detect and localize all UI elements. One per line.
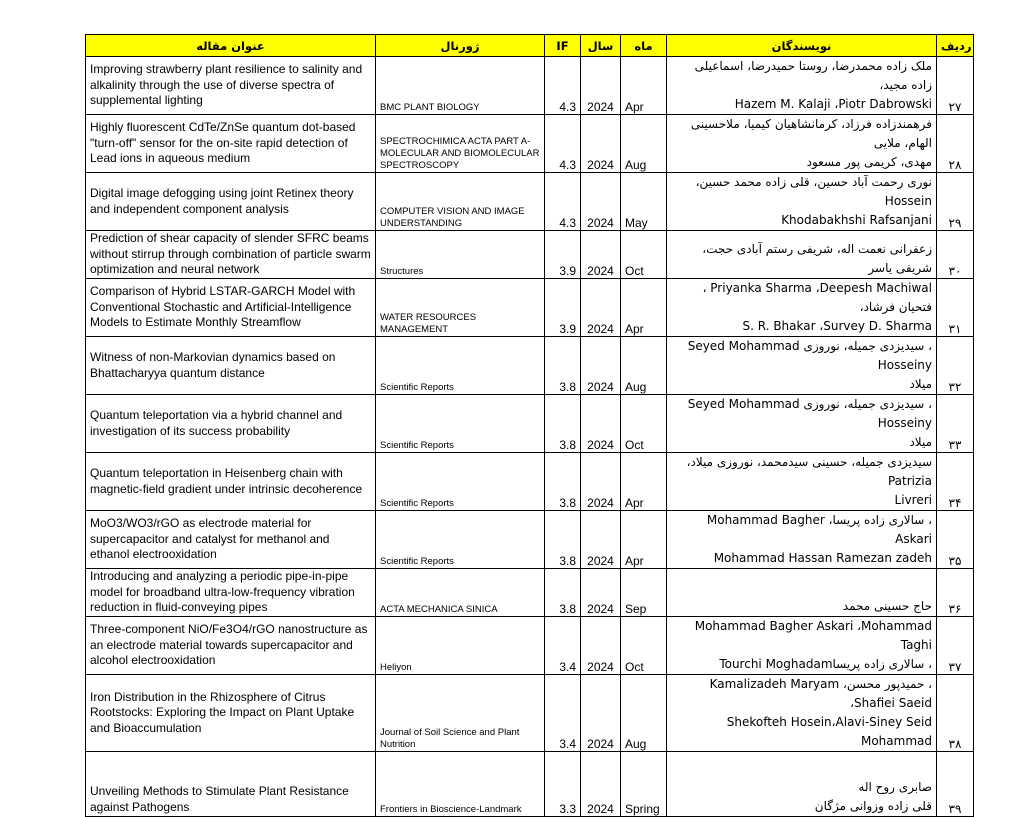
cell-title: Comparison of Hybrid LSTAR-GARCH Model with Conventional Stochastic and Artificial-Intelligence Models to Estimate Monthly Streamflow: [86, 279, 376, 337]
table-row: [86, 511, 974, 569]
cell-journal: Journal of Soil Science and Plant Nutrition: [376, 675, 545, 752]
cell-authors: [667, 675, 937, 752]
author-line: Hazem M. Kalaji ،Piotr Dabrowski: [734, 97, 932, 111]
cell-row-number: ۳۲: [937, 337, 974, 395]
cell-if: 3.4: [545, 675, 581, 752]
cell-authors: [667, 57, 937, 115]
cell-if: 4.3: [545, 57, 581, 115]
cell-year: 2024: [581, 279, 621, 337]
publications-table: [85, 34, 974, 817]
cell-month: Spring: [621, 752, 667, 817]
cell-journal: ACTA MECHANICA SINICA: [376, 569, 545, 617]
table-row: [86, 569, 974, 617]
cell-title: Three-component NiO/Fe3O4/rGO nanostructure as an electrode material towards supercapacitor and alcohol electrooxidation: [86, 617, 376, 675]
cell-month: Oct: [621, 231, 667, 279]
cell-journal: Heliyon: [376, 617, 545, 675]
author-line: ، سالاری زاده پریسا، Mohammad Bagher Askari: [706, 513, 932, 546]
cell-month: Apr: [621, 279, 667, 337]
cell-journal: WATER RESOURCES MANAGEMENT: [376, 279, 545, 337]
table-row: [86, 453, 974, 511]
cell-month: Aug: [621, 675, 667, 752]
cell-authors: [667, 569, 937, 617]
cell-journal: Scientific Reports: [376, 337, 545, 395]
header-year: سال: [581, 35, 621, 57]
cell-month: Apr: [621, 57, 667, 115]
cell-if: 3.8: [545, 453, 581, 511]
cell-if: 3.9: [545, 231, 581, 279]
table-row: [86, 115, 974, 173]
author-line: ، سالاری زاده پریساTourchi Moghadam: [719, 657, 932, 671]
table-row: [86, 752, 974, 817]
cell-title: Highly fluorescent CdTe/ZnSe quantum dot-based "turn-off" sensor for the on-site rapid detection of Lead ions in aqueous medium: [86, 115, 376, 173]
cell-month: Sep: [621, 569, 667, 617]
cell-if: 3.8: [545, 395, 581, 453]
cell-row-number: ۳۱: [937, 279, 974, 337]
cell-year: 2024: [581, 173, 621, 231]
cell-authors: [667, 395, 937, 453]
cell-year: 2024: [581, 231, 621, 279]
cell-title: MoO3/WO3/rGO as electrode material for supercapacitor and catalyst for methanol and ethanol electrooxidation: [86, 511, 376, 569]
cell-journal: Structures: [376, 231, 545, 279]
cell-journal: Frontiers in Bioscience-Landmark: [376, 752, 545, 817]
cell-month: May: [621, 173, 667, 231]
cell-row-number: ۲۷: [937, 57, 974, 115]
cell-authors: [667, 115, 937, 173]
cell-year: 2024: [581, 511, 621, 569]
cell-year: 2024: [581, 453, 621, 511]
cell-title: Quantum teleportation via a hybrid channel and investigation of its success probability: [86, 395, 376, 453]
cell-if: 3.8: [545, 337, 581, 395]
cell-if: 3.4: [545, 617, 581, 675]
cell-year: 2024: [581, 115, 621, 173]
table-row: [86, 617, 974, 675]
cell-journal: Scientific Reports: [376, 453, 545, 511]
cell-year: 2024: [581, 617, 621, 675]
author-line: میلاد: [909, 377, 932, 391]
cell-title: Introducing and analyzing a periodic pipe-in-pipe model for broadband ultra-low-frequency vibration reduction in fluid-conveying pipes: [86, 569, 376, 617]
cell-if: 3.8: [545, 569, 581, 617]
table-row: [86, 675, 974, 752]
cell-journal: Scientific Reports: [376, 511, 545, 569]
table-row: [86, 57, 974, 115]
author-line: فرهمندزاده فرزاد، کرمانشاهیان کیمیا، ملاحسینی الهام، ملایی: [690, 117, 932, 150]
author-line: سیدیزدی جمیله، حسینی سیدمحمد، نوروزی میلاد، Patrizia: [686, 455, 932, 488]
cell-authors: [667, 511, 937, 569]
cell-month: Aug: [621, 115, 667, 173]
cell-if: 4.3: [545, 115, 581, 173]
header-row-number: ردیف: [937, 35, 974, 57]
header-authors: نویسندگان: [667, 35, 937, 57]
header-journal: ژورنال: [376, 35, 545, 57]
author-line: ، سیدیزدی جمیله، نوروزی Seyed Mohammad Hosseiny: [687, 339, 932, 372]
cell-title: Digital image defogging using joint Retinex theory and independent component analysis: [86, 173, 376, 231]
author-line: Livreri: [894, 493, 932, 507]
author-line: Mohammad Bagher Askari ،Mohammad Taghi: [694, 619, 932, 652]
cell-journal: SPECTROCHIMICA ACTA PART A-MOLECULAR AND BIOMOLECULAR SPECTROSCOPY: [376, 115, 545, 173]
table-row: [86, 337, 974, 395]
cell-title: Iron Distribution in the Rhizosphere of Citrus Rootstocks: Exploring the Impact on Plant Uptake and Bioaccumulation: [86, 675, 376, 752]
cell-year: 2024: [581, 337, 621, 395]
cell-authors: [667, 279, 937, 337]
author-line: قلی زاده وزوانی مژگان: [814, 799, 932, 813]
cell-authors: [667, 337, 937, 395]
author-line: ، حمیدپور محسن، Kamalizadeh Maryam ،Shafiei Saeid: [709, 677, 932, 710]
cell-row-number: ۳۴: [937, 453, 974, 511]
cell-row-number: ۲۸: [937, 115, 974, 173]
cell-month: Apr: [621, 511, 667, 569]
cell-authors: [667, 453, 937, 511]
author-line: ملک زاده محمدرضا، روستا حمیدرضا، اسماعیلی زاده مجید،: [694, 59, 932, 92]
header-impact-factor: IF: [545, 35, 581, 57]
author-line: S. R. Bhakar ،Survey D. Sharma: [742, 319, 932, 333]
cell-row-number: ۳۵: [937, 511, 974, 569]
cell-if: 3.8: [545, 511, 581, 569]
cell-if: 3.9: [545, 279, 581, 337]
cell-month: Apr: [621, 453, 667, 511]
cell-title: Quantum teleportation in Heisenberg chain with magnetic-field gradient under intrinsic decoherence: [86, 453, 376, 511]
cell-if: 3.3: [545, 752, 581, 817]
cell-if: 4.3: [545, 173, 581, 231]
cell-row-number: ۳۶: [937, 569, 974, 617]
table-row: [86, 173, 974, 231]
cell-month: Aug: [621, 337, 667, 395]
author-line: مهدی، کریمی پور مسعود: [806, 155, 932, 169]
author-line: Khodabakhshi Rafsanjani: [781, 213, 932, 227]
author-line: Priyanka Sharma ،Deepesh Machiwal ، فتحیان فرشاد،: [702, 281, 932, 314]
author-line: صابری روح اله: [858, 780, 932, 794]
cell-row-number: ۳۷: [937, 617, 974, 675]
author-line: میلاد: [909, 435, 932, 449]
cell-month: Oct: [621, 395, 667, 453]
author-line: زعفرانی نعمت اله، شریفی رستم آبادی حجت، شریفی یاسر: [702, 242, 932, 275]
cell-month: Oct: [621, 617, 667, 675]
author-line: ، سیدیزدی جمیله، نوروزی Seyed Mohammad Hosseiny: [687, 397, 932, 430]
cell-title: Improving strawberry plant resilience to salinity and alkalinity through the use of diverse spectra of supplemental lighting: [86, 57, 376, 115]
cell-year: 2024: [581, 57, 621, 115]
table-row: [86, 231, 974, 279]
cell-year: 2024: [581, 395, 621, 453]
header-title: عنوان مقاله: [86, 35, 376, 57]
cell-title: Unveiling Methods to Stimulate Plant Resistance against Pathogens: [86, 752, 376, 817]
cell-year: 2024: [581, 569, 621, 617]
author-line: Shekofteh Hosein،Alavi-Siney Seid Mohammad: [726, 715, 932, 748]
header-row: [86, 35, 974, 57]
cell-journal: BMC PLANT BIOLOGY: [376, 57, 545, 115]
cell-journal: Scientific Reports: [376, 395, 545, 453]
cell-row-number: ۳۰: [937, 231, 974, 279]
table-row: [86, 395, 974, 453]
cell-row-number: ۳۸: [937, 675, 974, 752]
cell-year: 2024: [581, 752, 621, 817]
cell-authors: [667, 173, 937, 231]
cell-authors: [667, 231, 937, 279]
cell-title: Witness of non-Markovian dynamics based on Bhattacharyya quantum distance: [86, 337, 376, 395]
cell-title: Prediction of shear capacity of slender SFRC beams without stirrup through combination of particle swarm optimization and neural network: [86, 231, 376, 279]
header-month: ماه: [621, 35, 667, 57]
cell-row-number: ۳۳: [937, 395, 974, 453]
cell-row-number: ۳۹: [937, 752, 974, 817]
author-line: Mohammad Hassan Ramezan zadeh: [713, 551, 932, 565]
author-line: نوری رحمت آباد حسین، قلی زاده محمد حسین، Hossein: [695, 175, 932, 208]
cell-journal: COMPUTER VISION AND IMAGE UNDERSTANDING: [376, 173, 545, 231]
cell-authors: [667, 617, 937, 675]
author-line: حاج حسینی محمد: [842, 599, 932, 613]
cell-year: 2024: [581, 675, 621, 752]
cell-authors: [667, 752, 937, 817]
table-row: [86, 279, 974, 337]
cell-row-number: ۲۹: [937, 173, 974, 231]
